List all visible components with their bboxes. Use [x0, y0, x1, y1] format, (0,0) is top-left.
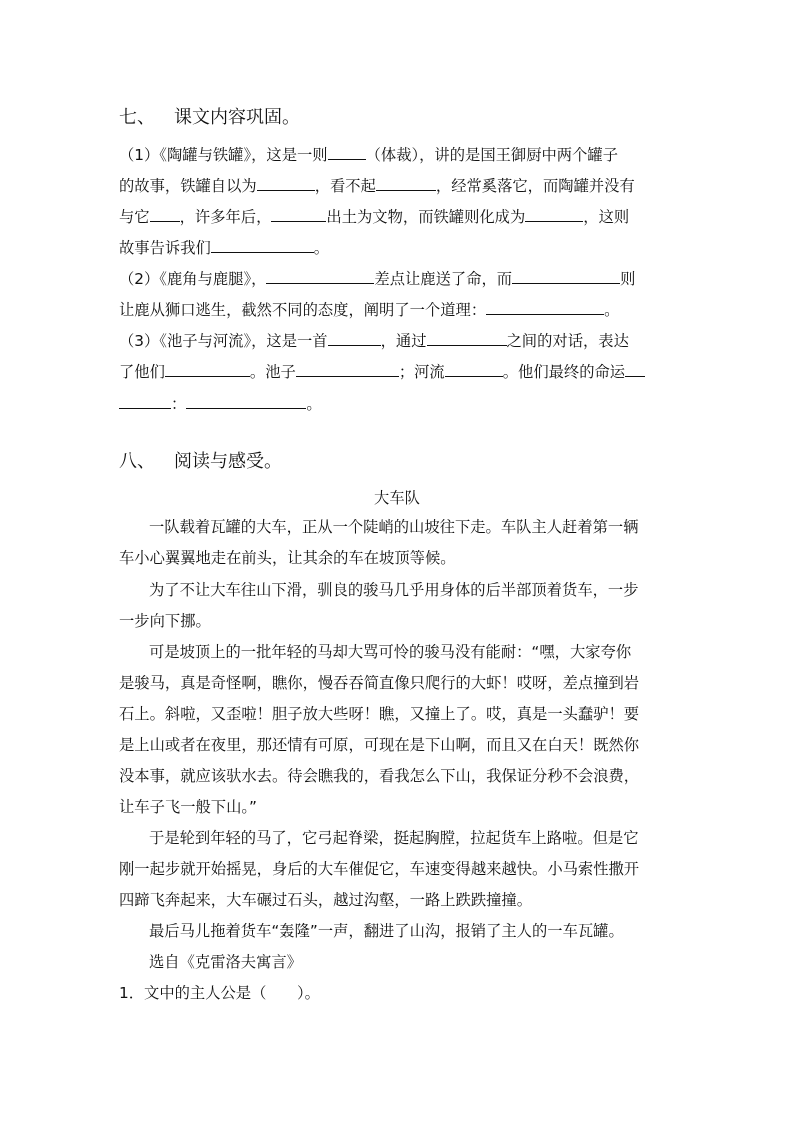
q2-text: 差点让鹿送了命，而 [374, 270, 513, 288]
q1-text: ，许多年后， [179, 208, 272, 226]
story-p3-line-1: 可是坡顶上的一批年轻的马却大骂可怜的骏马没有能耐：“嘿，大家夸你 [149, 643, 632, 661]
q2-blank[interactable] [266, 269, 374, 284]
story-p1-line-2: 车小心翼翼地走在前头，让其余的车在坡顶等候。 [119, 549, 456, 567]
story-title: 大车队 [374, 489, 420, 507]
q1-blank[interactable] [150, 207, 180, 222]
q1-blank[interactable] [376, 176, 436, 191]
q1-text: 出土为文物，而铁罐则化成为 [326, 208, 526, 226]
q3-text: 。池子 [249, 363, 296, 381]
q3-line-1 [119, 330, 679, 352]
q2-line-1 [119, 268, 679, 290]
q3-blank[interactable] [186, 394, 306, 409]
q2-text: 让鹿从狮口逃生，截然不同的态度，阐明了一个道理： [119, 301, 487, 319]
q1-genre-blank[interactable] [328, 145, 366, 160]
section-7-heading [119, 106, 300, 130]
q3-text: ，通过 [380, 332, 427, 350]
q3-blank[interactable] [427, 331, 507, 346]
q3-text: 之间的对话，表达 [506, 332, 629, 350]
q3-blank[interactable] [625, 362, 645, 377]
q2-blank[interactable] [486, 300, 604, 315]
story-p3-line-2: 是骏马，真是奇怪啊，瞧你，慢吞吞简直像只爬行的大虾！哎呀，差点撞到岩 [119, 674, 640, 692]
story-p2-line-1: 为了不让大车往山下滑，驯良的骏马几乎用身体的后半部顶着货车，一步 [149, 581, 639, 599]
section-7-number: 七、 [119, 107, 155, 128]
q1-text: 。 [313, 239, 330, 257]
q1-blank[interactable] [271, 207, 326, 222]
q1-blank[interactable] [257, 176, 315, 191]
q3-text: ： [171, 395, 187, 413]
q1-text: ，这则 [583, 208, 630, 226]
q3-text: 了他们 [119, 363, 165, 381]
q2-blank[interactable] [512, 269, 620, 284]
q3-blank[interactable] [119, 394, 171, 409]
q2-text: （2）《鹿角与鹿腿》， [119, 270, 267, 288]
story-p3-line-4: 是上山或者在夜里，那还情有可原，可现在是下山啊，而且又在白天！既然你 [119, 736, 640, 754]
q1-text: （1）《陶罐与铁罐》，这是一则 [119, 146, 328, 164]
q3-blank[interactable] [445, 362, 503, 377]
section-8-heading [119, 450, 282, 474]
story-p3-line-5: 没本事，就应该驮水去。待会瞧我的，看我怎么下山，我保证分秒不会浪费， [119, 767, 640, 785]
story-p5-line-1: 最后马儿拖着货车“轰隆”一声，翻进了山沟，报销了主人的一车瓦罐。 [149, 922, 624, 940]
section-8-number: 八、 [119, 451, 155, 472]
q1-line-2 [119, 175, 679, 197]
q3-text: 。他们最终的命运 [502, 363, 626, 381]
q1-text: ，看不起 [314, 177, 376, 195]
q3-blank[interactable] [328, 331, 381, 346]
story-p2-line-2: 一步向下挪。 [119, 612, 211, 630]
story-p3-line-6: 让车子飞一般下山。” [119, 798, 257, 816]
q1-blank[interactable] [211, 238, 314, 253]
q1-line-4 [119, 237, 679, 259]
story-p4-line-1: 于是轮到年轻的马了，它弓起脊梁，挺起胸膛，拉起货车上路啦。但是它 [149, 829, 639, 847]
q2-text: 则 [620, 270, 636, 288]
q1-line-3 [119, 206, 679, 228]
story-p3-line-3: 石上。斜啦，又歪啦！胆子放大些呀！瞧，又撞上了。哎，真是一头蠢驴！要 [119, 705, 640, 723]
q2-text: 。 [604, 301, 620, 319]
q1-text: 与它 [119, 208, 150, 226]
section-8-title: 阅读与感受。 [174, 451, 282, 472]
q3-blank[interactable] [165, 362, 250, 377]
q3-text: （3）《池子与河流》，这是一首 [119, 332, 328, 350]
q1-text: 的故事，铁罐自以为 [119, 177, 257, 195]
q1-text: 故事告诉我们 [119, 239, 211, 257]
story-source: 选自《克雷洛夫寓言》 [149, 953, 302, 971]
q1-text: （体裁），讲的是国王御厨中两个罐子 [365, 146, 618, 164]
story-p4-line-3: 四蹄飞奔起来，大车碾过石头，越过沟壑，一路上跌跌撞撞。 [119, 891, 533, 909]
section-7-title: 课文内容巩固。 [174, 107, 300, 128]
q1-blank[interactable] [525, 207, 583, 222]
q3-line-2 [119, 361, 679, 383]
q3-text: ；河流 [398, 363, 445, 381]
q3-line-3 [119, 393, 679, 415]
story-p1-line-1: 一队载着瓦罐的大车，正从一个陡峭的山坡往下走。车队主人赶着第一辆 [149, 518, 639, 536]
q3-blank[interactable] [296, 362, 399, 377]
q1-text: ，经常奚落它，而陶罐并没有 [435, 177, 635, 195]
q1-line-1 [119, 144, 679, 166]
reading-question-1: 1．文中的主人公是（ ）。 [119, 984, 320, 1002]
story-p4-line-2: 刚一起步就开始摇晃，身后的大车催促它，车速变得越来越快。小马索性撒开 [119, 860, 640, 878]
q3-text: 。 [306, 395, 322, 413]
q2-line-2 [119, 299, 679, 321]
